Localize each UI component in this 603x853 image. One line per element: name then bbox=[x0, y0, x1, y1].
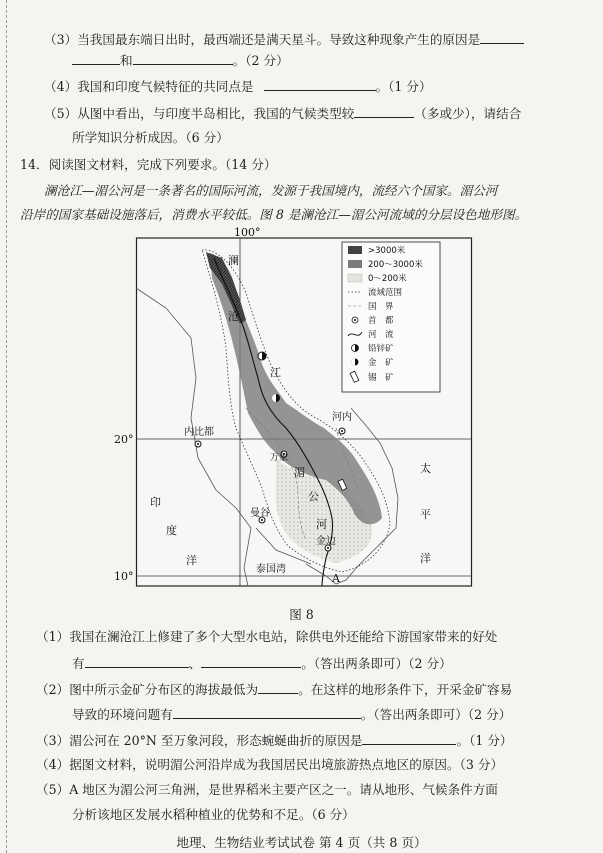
legend-river: 河 流 bbox=[368, 330, 394, 340]
label-lan: 澜 bbox=[228, 254, 239, 267]
label-gulf: 泰国湾 bbox=[256, 564, 286, 575]
label-tai: 太 bbox=[420, 462, 431, 475]
legend-mid: 200～3000米 bbox=[368, 260, 423, 270]
s3-line: （3）湄公河在 20°N 至万象河段，形态蜿蜒曲折的原因是 。（1 分） bbox=[36, 733, 513, 748]
label-jiang: 江 bbox=[270, 366, 281, 379]
lancang-mekong-map bbox=[114, 226, 472, 590]
label-yang: 洋 bbox=[186, 554, 197, 567]
label-he: 河 bbox=[316, 518, 327, 531]
legend-tin: 锡 矿 bbox=[368, 373, 394, 383]
map-legend bbox=[342, 242, 440, 392]
s1-line1: （1）我国在澜沧江上修建了多个大型水电站，除供电外还能给下游国家带来的好处 bbox=[36, 629, 498, 644]
figure-caption: 图 8 bbox=[289, 607, 314, 622]
legend-swatch-high bbox=[348, 246, 362, 254]
s5-line2: 分析该地区发展水稻种植业的优势和不足。（6 分） bbox=[72, 807, 355, 822]
q14-para2: 沿岸的国家基础设施落后，消费水平较低。图 8 是澜沧江—湄公河流域的分层设色地形图。 bbox=[20, 207, 528, 222]
q4-line: （4）我国和印度气候特征的共同点是 。（1 分） bbox=[44, 79, 432, 94]
page-footer: 地理、生物结业考试试卷 第 4 页（共 8 页） bbox=[176, 835, 427, 850]
q14-title: 14．阅读图文材料，完成下列要求。（14 分） bbox=[20, 157, 277, 172]
q5-line1: （5）从图中看出，与印度半岛相比，我国的气候类型较 （多或少），请结合 bbox=[44, 106, 522, 121]
s5-line1: （5）A 地区为湄公河三角洲，是世界稻米主要产区之一。请从地形、气候条件方面 bbox=[36, 782, 498, 797]
lat20-label: 20° bbox=[114, 433, 134, 446]
s2-line2: 导致的环境问题有 。（答出两条即可）（2 分） bbox=[72, 707, 512, 722]
s2-line1: （2）图中所示金矿分布区的海拔最低为 。在这样的地形条件下，开采金矿容易 bbox=[36, 682, 513, 697]
label-du: 度 bbox=[166, 524, 177, 537]
label-ping: 平 bbox=[420, 508, 431, 521]
label-yin: 印 bbox=[150, 496, 161, 509]
label-naypyidaw: 内比都 bbox=[184, 427, 214, 438]
legend-capital: 首 都 bbox=[368, 316, 394, 326]
legend-swatch-low bbox=[348, 274, 362, 282]
s1-line2: 有 、 。（答出两条即可）（2 分） bbox=[72, 656, 452, 671]
legend-leadzinc: 铅锌矿 bbox=[368, 344, 394, 354]
legend-gold: 金 矿 bbox=[368, 358, 394, 368]
label-yang2: 洋 bbox=[420, 552, 431, 565]
legend-basin: 流域范围 bbox=[368, 288, 403, 298]
label-mei: 湄 bbox=[294, 466, 305, 479]
lon-label: 100° bbox=[234, 226, 261, 239]
q3-line2: 和 。（2 分） bbox=[72, 51, 289, 70]
legend-low: 0～200米 bbox=[368, 274, 407, 284]
q3-line1: （3）当我国最东端日出时，最西端还是满天星斗。导致这种现象产生的原因是 bbox=[44, 30, 524, 49]
binding-line bbox=[6, 0, 7, 853]
label-bangkok: 曼谷 bbox=[250, 508, 270, 519]
lat10-label: 10° bbox=[114, 570, 134, 583]
q5-line2: 所学知识分析成因。（6 分） bbox=[72, 130, 229, 145]
label-phnompenh: 金边 bbox=[316, 536, 336, 547]
label-hanoi: 河内 bbox=[332, 412, 352, 423]
legend-border: 国 界 bbox=[368, 302, 394, 312]
label-gong: 公 bbox=[308, 490, 319, 503]
q14-para1: 澜沧江—湄公河是一条著名的国际河流，发源于我国境内，流经六个国家。湄公河 bbox=[44, 183, 498, 198]
label-cang: 沧 bbox=[228, 310, 239, 323]
s4-line: （4）据图文材料，说明湄公河沿岸成为我国居民出境旅游热点地区的原因。（3 分） bbox=[36, 757, 504, 772]
legend-swatch-mid bbox=[348, 260, 362, 268]
label-a: A bbox=[332, 572, 340, 585]
legend-high: >3000米 bbox=[368, 246, 406, 256]
label-vientiane: 万象 bbox=[270, 453, 289, 463]
